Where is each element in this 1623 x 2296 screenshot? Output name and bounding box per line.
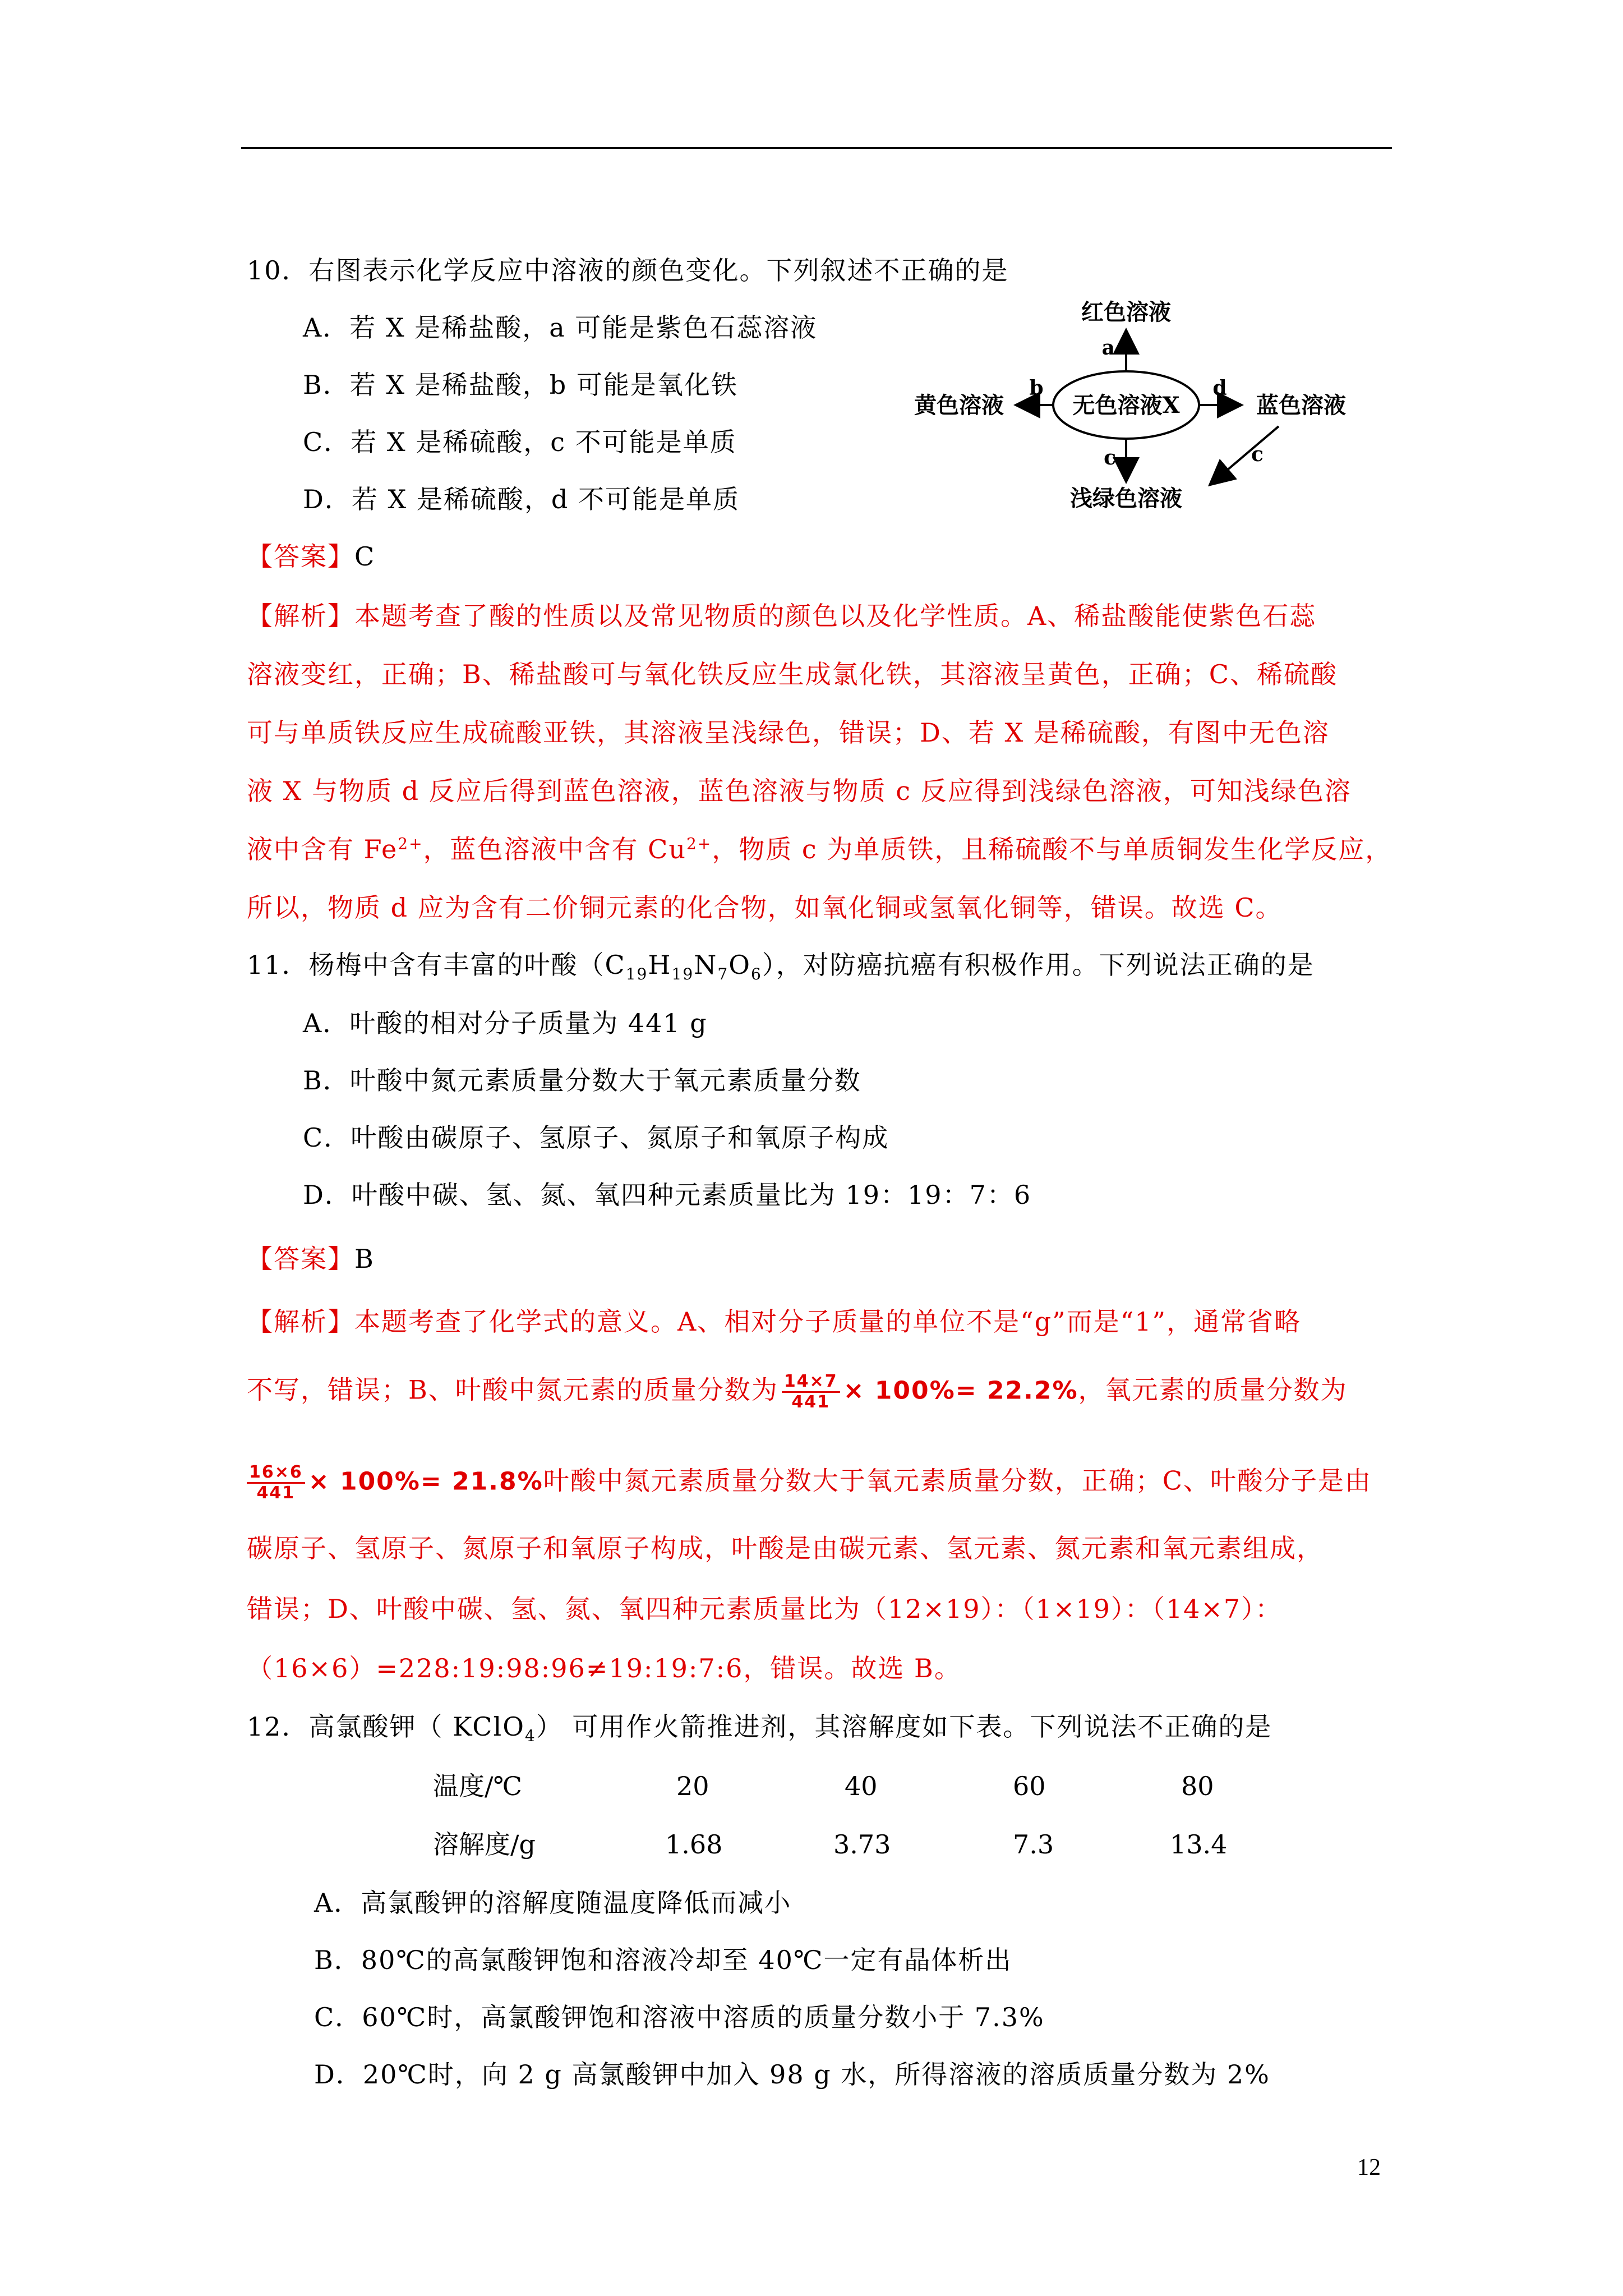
subscript: 6	[750, 965, 762, 984]
q11-stem	[247, 948, 1315, 982]
analysis-text: 液中含有 Fe	[247, 834, 398, 864]
q11-analysis-line-3	[247, 1463, 1372, 1503]
table-cell: 7.3	[1013, 1829, 1054, 1860]
percent-expression: × 100%= 21.8%	[308, 1467, 543, 1496]
table-cell: 60	[1013, 1771, 1046, 1801]
stem-text: 11．杨梅中含有丰富的叶酸（C	[247, 950, 626, 980]
color-change-diagram	[897, 292, 1380, 516]
q12-option-c: C．60℃时，高氯酸钾饱和溶液中溶质的质量分数小于 7.3%	[314, 2002, 1045, 2032]
table-cell: 80	[1181, 1771, 1214, 1801]
q10-option-c: C．若 X 是稀硫酸，c 不可能是单质	[303, 427, 737, 457]
table-cell: 1.68	[665, 1829, 723, 1860]
stem-text: N	[694, 950, 718, 980]
analysis-text: 本题考查了酸的性质以及常见物质的颜色以及化学性质。A、稀盐酸能使紫色石蕊	[354, 601, 1317, 631]
q11-answer	[247, 1242, 375, 1276]
q10-analysis-line-6: 所以，物质 d 应为含有二价铜元素的化合物，如氧化铜或氢氧化铜等，错误。故选 C。	[247, 892, 1283, 923]
fraction-denominator: 441	[256, 1483, 296, 1503]
table-row-label: 温度/℃	[433, 1771, 522, 1801]
label-c-diag: c	[1251, 443, 1264, 466]
fraction-nitrogen	[782, 1372, 840, 1412]
subscript: 7	[717, 965, 729, 984]
label-b: b	[1029, 376, 1044, 400]
analysis-tag: 【解析】	[247, 1306, 354, 1337]
subscript: 19	[671, 965, 694, 984]
stem-text: O	[728, 950, 751, 980]
header-rule	[241, 147, 1392, 149]
diagram-top-label: 红色溶液	[1081, 299, 1171, 325]
fraction-denominator: 441	[791, 1392, 830, 1412]
q10-answer	[247, 540, 375, 573]
q10-analysis-line-4: 液 X 与物质 d 反应后得到蓝色溶液，蓝色溶液与物质 c 反应得到浅绿色溶液，可知浅绿色溶	[247, 776, 1352, 806]
fraction-oxygen	[247, 1463, 305, 1503]
q12-option-d: D．20℃时，向 2 g 高氯酸钾中加入 98 g 水，所得溶液的溶质质量分数为 2%	[314, 2059, 1270, 2090]
q12-stem	[247, 1710, 1272, 1746]
analysis-text: 叶酸中氮元素质量分数大于氧元素质量分数，正确；C、叶酸分子是由	[543, 1465, 1372, 1496]
stem-text: ） 可用作火箭推进剂，其溶解度如下表。下列说法不正确的是	[536, 1711, 1272, 1742]
analysis-text: 本题考查了化学式的意义。A、相对分子质量的单位不是“g”而是“1”，通常省略	[354, 1306, 1301, 1337]
label-d: d	[1212, 376, 1227, 400]
stem-text: 12．高氯酸钾（ KClO	[247, 1711, 525, 1742]
table-cell: 13.4	[1170, 1829, 1228, 1860]
arrow-c-diag	[1211, 426, 1279, 484]
answer-value: B	[354, 1244, 375, 1274]
q11-option-d: D．叶酸中碳、氢、氮、氧四种元素质量比为 19：19：7：6	[303, 1180, 1032, 1210]
label-c-down: c	[1104, 446, 1116, 470]
page-number: 12	[1357, 2155, 1381, 2180]
q10-stem: 10．右图表示化学反应中溶液的颜色变化。下列叙述不正确的是	[247, 255, 1009, 286]
percent-expression: × 100%= 22.2%	[843, 1376, 1078, 1405]
q11-analysis-line-4: 碳原子、氢原子、氮原子和氧原子构成，叶酸是由碳元素、氢元素、氮元素和氧元素组成，	[247, 1533, 1324, 1563]
diagram-bottom-label: 浅绿色溶液	[1070, 485, 1182, 512]
label-a: a	[1101, 336, 1115, 360]
subscript: 19	[625, 965, 648, 984]
table-cell: 40	[845, 1771, 878, 1801]
q10-analysis-line-3: 可与单质铁反应生成硫酸亚铁，其溶液呈浅绿色，错误；D、若 X 是稀硫酸，有图中无色溶	[247, 717, 1330, 748]
table-cell: 3.73	[833, 1829, 891, 1860]
analysis-text: 不写，错误；B、叶酸中氮元素的质量分数为	[247, 1374, 778, 1405]
subscript: 4	[524, 1727, 536, 1746]
q12-option-a: A．高氯酸钾的溶解度随温度降低而减小	[314, 1888, 792, 1918]
fraction-numerator: 14×7	[782, 1372, 840, 1393]
answer-tag: 【答案】	[247, 1244, 354, 1274]
answer-tag: 【答案】	[247, 541, 354, 572]
table-row-label: 溶解度/g	[433, 1829, 536, 1860]
q11-option-c: C．叶酸由碳原子、氢原子、氮原子和氧原子构成	[303, 1122, 889, 1153]
q11-analysis-line-5: 错误；D、叶酸中碳、氢、氮、氧四种元素质量比为（12×19）：（1×19）：（14×7）：	[247, 1594, 1283, 1624]
answer-value: C	[354, 541, 376, 572]
stem-text: H	[648, 950, 672, 980]
analysis-text: ，蓝色溶液中含有 Cu	[423, 834, 686, 864]
q11-analysis-line-1	[247, 1305, 1301, 1338]
q10-analysis-line-1	[247, 599, 1316, 633]
diagram-left-label: 黄色溶液	[914, 392, 1004, 418]
diagram-right-label: 蓝色溶液	[1256, 392, 1346, 418]
table-row-solubility	[0, 1828, 1623, 1861]
q10-option-d: D．若 X 是稀硫酸，d 不可能是单质	[303, 484, 740, 514]
q10-analysis-line-2: 溶液变红，正确；B、稀盐酸可与氧化铁反应生成氯化铁，其溶液呈黄色，正确；C、稀硫酸	[247, 659, 1338, 689]
analysis-text: ，氧元素的质量分数为	[1078, 1374, 1348, 1405]
table-row-temperature	[0, 1769, 1623, 1803]
stem-text: ），对防癌抗癌有积极作用。下列说法正确的是	[762, 950, 1315, 980]
q10-option-b: B．若 X 是稀盐酸，b 可能是氧化铁	[303, 370, 738, 400]
fraction-numerator: 16×6	[247, 1463, 305, 1484]
diagram-center-label: 无色溶液X	[1072, 392, 1180, 418]
analysis-tag: 【解析】	[247, 601, 354, 631]
q11-analysis-line-6: （16×6）=228:19:98:96≠19:19:7:6，错误。故选 B。	[247, 1653, 961, 1683]
q10-option-a: A．若 X 是稀盐酸，a 可能是紫色石蕊溶液	[303, 312, 818, 343]
q11-analysis-line-2	[247, 1372, 1348, 1412]
q12-option-b: B．80℃的高氯酸钾饱和溶液冷却至 40℃一定有晶体析出	[314, 1945, 1012, 1975]
q10-analysis-line-5	[247, 832, 1392, 866]
q11-option-a: A．叶酸的相对分子质量为 441 g	[303, 1008, 708, 1038]
q11-option-b: B．叶酸中氮元素质量分数大于氧元素质量分数	[303, 1065, 861, 1096]
table-cell: 20	[676, 1771, 709, 1801]
analysis-text: ，物质 c 为单质铁，且稀硫酸不与单质铜发生化学反应，	[712, 834, 1393, 864]
charge-superscript: 2+	[686, 834, 712, 853]
charge-superscript: 2+	[398, 834, 423, 853]
